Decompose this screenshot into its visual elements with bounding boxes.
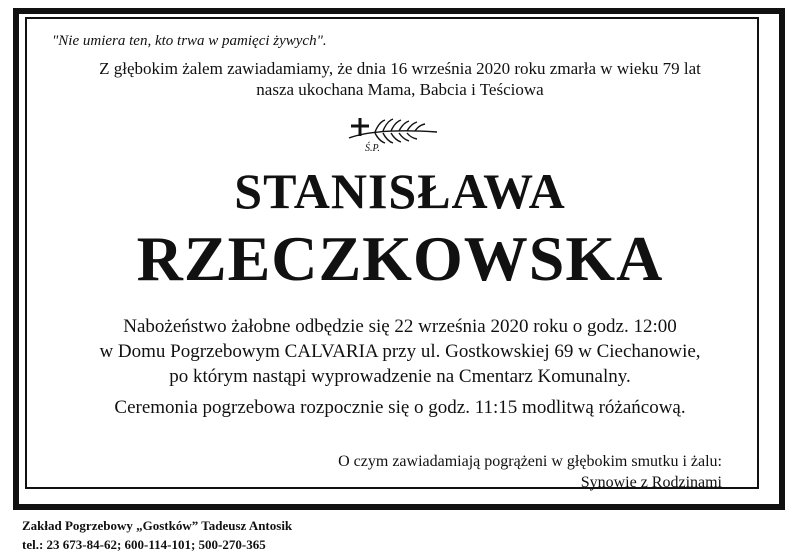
service-line-3: po którym nastąpi wyprowadzenie na Cmentarz Komunalny. xyxy=(169,366,631,387)
service-line-1: Nabożeństwo żałobne odbędzie się 22 września 2020 roku o godz. 12:00 xyxy=(123,316,677,337)
emblem-caption: Ś.P. xyxy=(365,143,380,154)
funeral-home-name: Zakład Pogrzebowy „Gostków” Tadeusz Antosik xyxy=(22,518,293,533)
memorial-quote: "Nie umiera ten, kto trwa w pamięci żywych". xyxy=(52,33,327,49)
signature-line: Synowie z Rodzinami xyxy=(580,474,722,491)
closing-line: O czym zawiadamiają pogrążeni w głębokim smutku i żalu: xyxy=(338,453,722,470)
announcement-line-2: nasza ukochana Mama, Babcia i Teściowa xyxy=(256,80,544,99)
announcement-line-1: Z głębokim żalem zawiadamiamy, że dnia 16 września 2020 roku zmarła w wieku 79 lat xyxy=(99,59,701,78)
service-line-2: w Domu Pogrzebowym CALVARIA przy ul. Gostkowskiej 69 w Ciechanowie, xyxy=(99,341,701,362)
deceased-first-name: STANISŁAWA xyxy=(234,163,566,219)
deceased-last-name: RZECZKOWSKA xyxy=(136,223,664,294)
cross-palm-icon xyxy=(345,114,441,160)
funeral-home-phone: tel.: 23 673-84-62; 600-114-101; 500-270-365 xyxy=(22,537,266,552)
ceremony-line: Ceremonia pogrzebowa rozpocznie się o godz. 11:15 modlitwą różańcową. xyxy=(114,397,686,418)
